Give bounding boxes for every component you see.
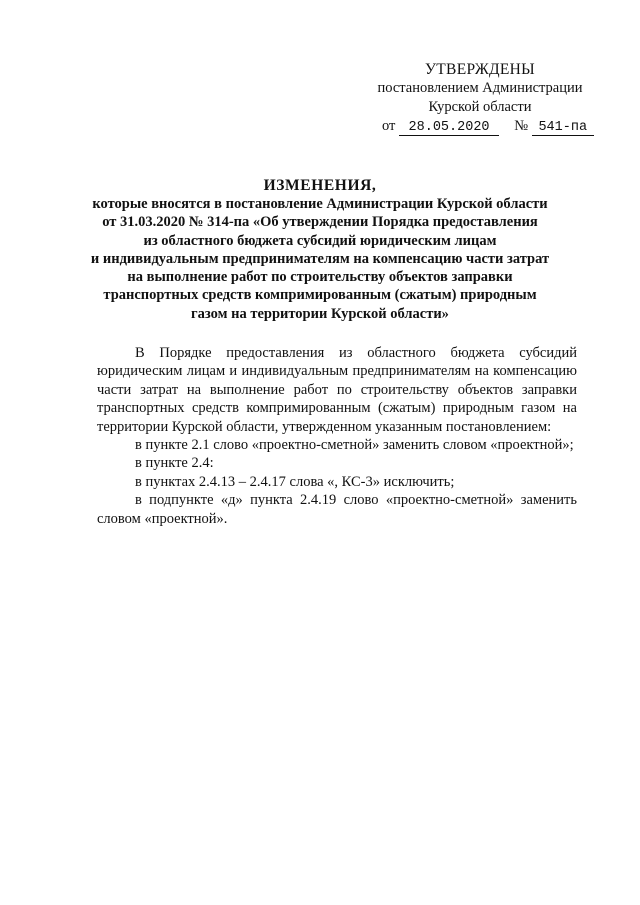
body-paragraph-2: в пункте 2.1 слово «проектно-сметной» заменить словом «проектной»;: [135, 437, 574, 454]
approval-line-1: постановлением Администрации: [377, 80, 583, 96]
heading-line: из областного бюджета субсидий юридическим лицам: [143, 232, 497, 249]
heading-line: и индивидуальным предпринимателям на компенсацию части затрат: [90, 250, 550, 267]
approval-reference: [350, 117, 610, 136]
approved-label: УТВЕРЖДЕНЫ: [425, 61, 535, 78]
heading-title: ИЗМЕНЕНИЯ,: [263, 177, 377, 194]
heading-line: которые вносятся в постановление Администрации Курской области: [92, 196, 548, 212]
number-label: №: [514, 118, 529, 134]
body-paragraph-3: в пункте 2.4:: [135, 455, 214, 472]
body-paragraph-5: в подпункте «д» пункта 2.4.19 слово «проектно-сметной» заменить словом «проектной».: [97, 492, 577, 527]
document-heading: [90, 176, 550, 323]
from-label: от: [382, 118, 396, 134]
heading-line: газом на территории Курской области»: [191, 305, 449, 322]
approval-block: [350, 60, 610, 136]
approval-line-2: Курской области: [428, 99, 532, 115]
body-paragraph-1: В Порядке предоставления из областного бюджета субсидий юридическим лицам и индивидуальным предпринимателям на компенсацию части затрат на выполнение работ по строительству объектов заправки транспортных средств компримированным (сжатым) природным газом на территории Курской области, утвержденном указанным постановлением:: [97, 345, 577, 435]
heading-line: от 31.03.2020 № 314-па «Об утверждении Порядка предоставления: [102, 214, 538, 231]
document-body: [97, 344, 577, 528]
heading-line: транспортных средств компримированным (сжатым) природным: [103, 287, 537, 304]
heading-line: на выполнение работ по строительству объектов заправки: [127, 269, 513, 286]
body-paragraph-4: в пунктах 2.4.13 – 2.4.17 слова «, КС-3» исключить;: [135, 473, 455, 490]
approval-date: 28.05.2020: [399, 120, 499, 136]
approval-number: 541-па: [532, 120, 594, 136]
